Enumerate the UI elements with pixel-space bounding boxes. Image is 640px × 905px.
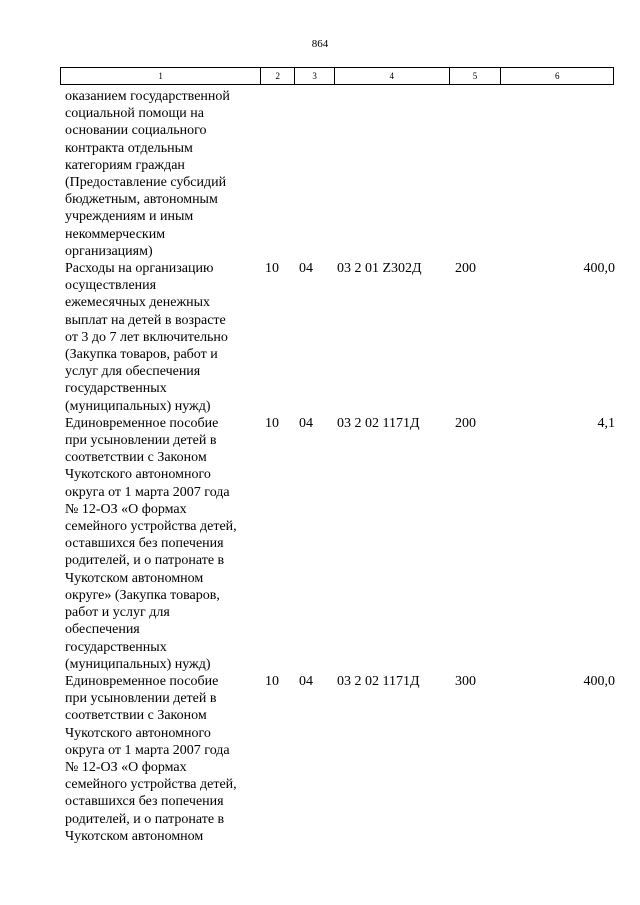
table-header <box>60 67 614 85</box>
row-subsection: 04 <box>299 261 313 277</box>
header-col-3: 3 <box>295 68 335 84</box>
row-section: 10 <box>265 415 279 431</box>
header-col-5: 5 <box>450 68 502 84</box>
row-target-code: 03 2 02 1171Д <box>337 673 420 689</box>
row-section: 10 <box>265 261 279 277</box>
row-target-code: 03 2 02 1171Д <box>337 415 420 431</box>
row-amount: 400,0 <box>583 261 615 277</box>
table-body <box>65 88 615 845</box>
row-target-code: 03 2 01 Z302Д <box>337 261 422 277</box>
header-col-1: 1 <box>61 68 261 84</box>
table-row <box>65 260 615 415</box>
row-expense-type: 300 <box>455 673 476 689</box>
row-amount: 400,0 <box>583 673 615 689</box>
row-subsection: 04 <box>299 673 313 689</box>
page-number: 864 <box>311 38 329 50</box>
header-col-6: 6 <box>554 71 560 81</box>
row-description: оказанием государственной социальной помощи на основании социального контракта отдельным категориям граждан (Предоставление субсидий бюджетным, автономным учреждениям и иным некоммерческим организациям) <box>65 89 230 259</box>
row-description: Единовременное пособие при усыновлении детей в соответствии с Законом Чукотского автономного округа от 1 марта 2007 года № 12-ОЗ «О формах семейного устройства детей, оставшихся без попечения родителей, и о патронате в Чукотском автономном округе» (Закупка товаров, работ и услуг для обеспечения государственных (муниципальных) нужд) <box>65 415 237 672</box>
row-description: Единовременное пособие при усыновлении детей в соответствии с Законом Чукотского автономного округа от 1 марта 2007 года № 12-ОЗ «О формах семейного устройства детей, оставшихся без попечения родителей, и о патронате в Чукотском автономном <box>65 673 237 844</box>
table-row <box>65 673 615 845</box>
row-section: 10 <box>265 673 279 689</box>
row-expense-type: 200 <box>455 261 476 277</box>
header-col-4: 4 <box>335 68 450 84</box>
header-col-2: 2 <box>261 68 295 84</box>
row-subsection: 04 <box>299 415 313 431</box>
row-amount: 4,1 <box>597 415 615 431</box>
table-row <box>65 88 615 260</box>
row-description: Расходы на организацию осуществления ежемесячных денежных выплат на детей в возрасте от 3 до 7 лет включительно (Закупка товаров, работ и услуг для обеспечения государственных (муниципальных) нужд) <box>65 261 228 414</box>
table-row <box>65 415 615 673</box>
row-expense-type: 200 <box>455 415 476 431</box>
